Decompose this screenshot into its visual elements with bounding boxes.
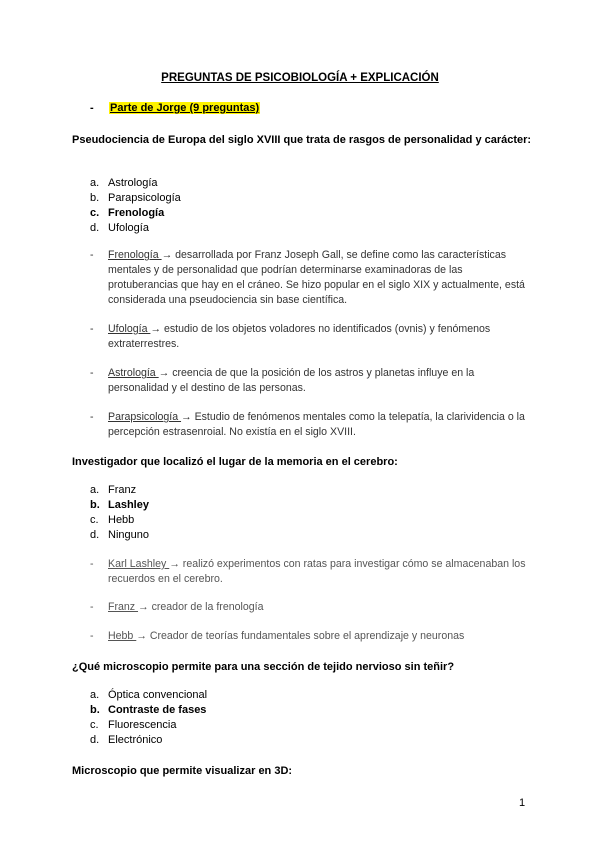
q3-option-c: [90, 718, 176, 733]
option-letter: d.: [90, 734, 100, 746]
q2-explanation-hebb: - Hebb → Creador de teorías fundamentales sobre el aprendizaje y neuronas: [90, 630, 465, 642]
option-letter: a.: [90, 689, 100, 701]
option-text: Frenología: [108, 207, 165, 219]
q1-explanation-astrologia: - Astrología → creencia de que la posición de los astros y planetas influye en la personalidad y el destino de las personas.: [90, 367, 475, 394]
q1-option-a: [90, 176, 158, 191]
option-text: Franz: [108, 484, 137, 496]
option-letter: c.: [90, 514, 99, 526]
explanation-text: → realizó experimentos con ratas para investigar cómo se almacenaban los recuerdos en el cerebro.: [108, 558, 526, 585]
option-letter: c.: [90, 207, 100, 219]
explanation-term: Astrología: [108, 367, 159, 379]
explanation-text: → Creador de teorías fundamentales sobre el aprendizaje y neuronas: [136, 630, 465, 642]
option-text: Contraste de fases: [108, 704, 207, 716]
option-letter: d.: [90, 529, 100, 541]
q1-explanation-ufologia: - Ufología → estudio de los objetos voladores no identificados (ovnis) y fenómenos extraterrestres.: [90, 323, 491, 350]
section-heading: [90, 102, 260, 114]
option-letter: a.: [90, 177, 100, 189]
section-label: Parte de Jorge (9 preguntas): [110, 102, 260, 114]
option-text: Óptica convencional: [108, 689, 208, 701]
question-4: Microscopio que permite visualizar en 3D:: [72, 765, 293, 777]
explanation-text: → desarrollada por Franz Joseph Gall, se define como las características mentales y de personalidad que podrían determinarse examinadoras de las protuberancias que hay en el cráneo. Se hizo popular en el siglo XIX y actualmente, está considerada una pseudociencia sin base científica.: [108, 249, 525, 306]
explanation-term: Parapsicología: [108, 411, 182, 423]
option-text: Lashley: [108, 499, 149, 511]
q1-option-d: [90, 221, 149, 236]
page-number: 1: [519, 797, 526, 809]
option-letter: b.: [90, 499, 100, 511]
explanation-term: Franz: [108, 601, 139, 613]
question-2: Investigador que localizó el lugar de la memoria en el cerebro:: [72, 456, 398, 468]
q3-option-b-correct: [90, 703, 206, 718]
option-text: Hebb: [108, 514, 135, 526]
q2-explanation-lashley: - Karl Lashley → realizó experimentos con ratas para investigar cómo se almacenaban los recuerdos en el cerebro.: [90, 558, 526, 585]
explanation-text: → Estudio de fenómenos mentales como la telepatía, la clarividencia o la percepción estrasenroial. No existía en el siglo XVIII.: [108, 411, 525, 438]
q2-explanation-franz: - Franz → creador de la frenología: [90, 601, 264, 613]
explanation-text: → estudio de los objetos voladores no identificados (ovnis) y fenómenos extraterrestres.: [108, 323, 491, 350]
question-1: Pseudociencia de Europa del siglo XVIII que trata de rasgos de personalidad y carácter:: [72, 134, 532, 146]
option-text: Astrología: [108, 177, 158, 189]
explanation-text: → creador de la frenología: [138, 601, 264, 613]
explanation-term: Frenología: [108, 249, 162, 261]
q1-option-b: [90, 191, 181, 206]
option-letter: a.: [90, 484, 100, 496]
q3-option-d: [90, 733, 162, 748]
option-letter: c.: [90, 719, 99, 731]
q1-explanation-frenologia: - Frenología → desarrollada por Franz Joseph Gall, se define como las características mentales y de personalidad que podrían determinarse examinadoras de las protuberancias que hay en el cráneo. Se hizo popular en el siglo XIX y actualmente, está considerada una pseudociencia sin base científica.: [90, 249, 525, 306]
option-letter: b.: [90, 704, 100, 716]
q2-option-d: [90, 528, 149, 543]
option-text: Parapsicología: [108, 192, 181, 204]
question-3: ¿Qué microscopio permite para una sección de tejido nervioso sin teñir?: [72, 661, 455, 673]
option-letter: d.: [90, 222, 100, 234]
q1-explanation-parapsicologia: - Parapsicología → Estudio de fenómenos mentales como la telepatía, la clarividencia o la percepción estrasenroial. No existía en el siglo XVIII.: [90, 411, 525, 438]
option-text: Ninguno: [108, 529, 149, 541]
option-text: Fluorescencia: [108, 719, 177, 731]
q2-option-c: [90, 513, 134, 528]
option-text: Electrónico: [108, 734, 163, 746]
explanation-term: Karl Lashley: [108, 558, 170, 570]
q2-option-a: [90, 483, 136, 498]
option-letter: b.: [90, 192, 100, 204]
q3-option-a: [90, 688, 207, 703]
q1-option-c-correct: [90, 206, 164, 221]
section-bullet: -: [90, 102, 94, 114]
explanation-term: Ufología: [108, 323, 151, 335]
option-text: Ufología: [108, 222, 149, 234]
explanation-text: → creencia de que la posición de los astros y planetas influye en la personalidad y el destino de las personas.: [108, 367, 475, 394]
q2-option-b-correct: [90, 498, 149, 513]
document-title: PREGUNTAS DE PSICOBIOLOGÍA + EXPLICACIÓN: [161, 72, 439, 84]
explanation-term: Hebb: [108, 630, 137, 642]
